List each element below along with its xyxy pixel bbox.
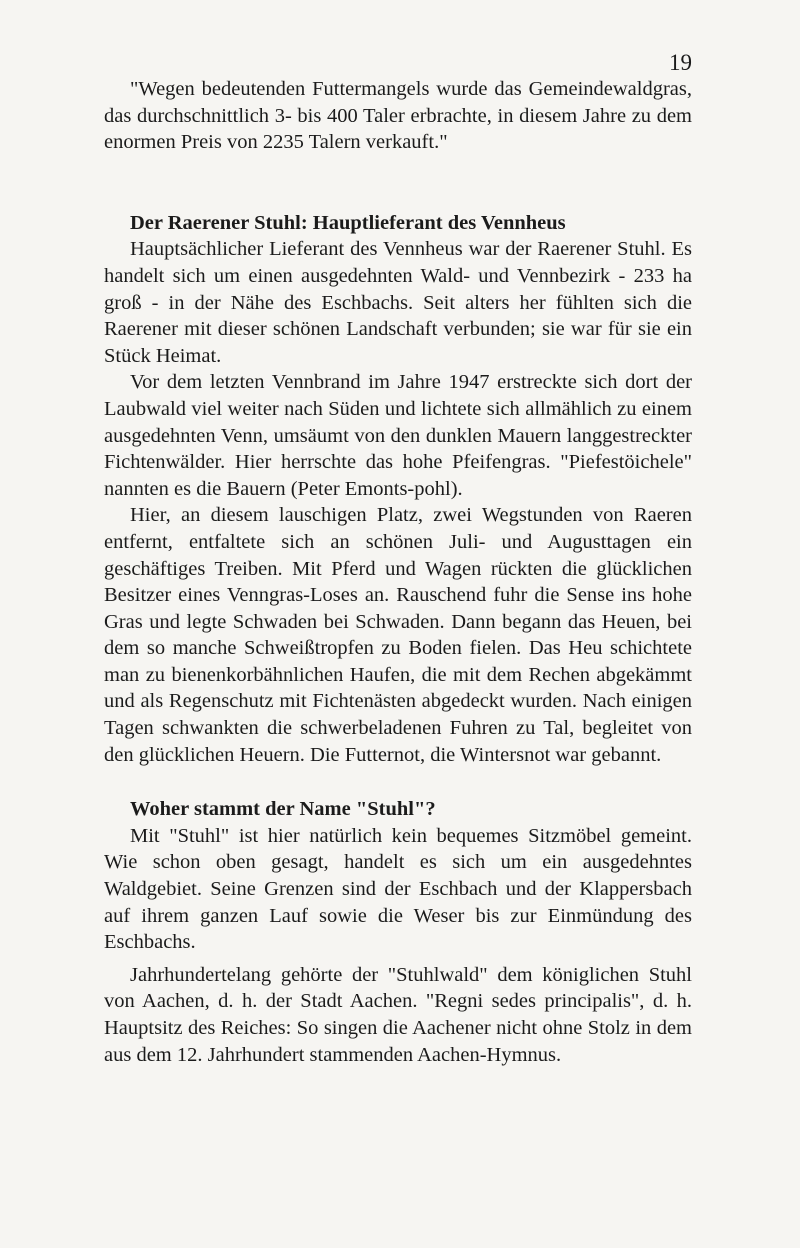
intro-quote: "Wegen bedeutenden Futtermangels wurde das Gemeindewaldgras, das durchschnittlich 3- bis 400 Taler erbrachte, in diesem Jahre zu dem enormen Preis von 2235 Talern verkauft." (104, 78, 692, 154)
section-heading-name-stuhl: Woher stammt der Name "Stuhl"? (130, 798, 436, 821)
page-number: 19 (669, 50, 692, 75)
section-heading-raerener-stuhl: Der Raerener Stuhl: Hauptlieferant des Vennheus (130, 211, 566, 234)
section-gap (104, 156, 692, 210)
section-gap (104, 768, 692, 796)
paragraph-aachen: Jahrhundertelang gehörte der "Stuhlwald" dem königlichen Stuhl von Aachen, d. h. der Stadt Aachen. "Regni sedes principalis", d. h. Hauptsitz des Reiches: So singen die Aachener nicht ohne Stolz in dem aus dem 12. Jahrhundert stammenden Aachen-Hymnus. (104, 963, 692, 1066)
paragraph-sitzmoebel: Mit "Stuhl" ist hier natürlich kein bequemes Sitzmöbel gemeint. Wie schon oben gesagt, handelt es sich um ein ausgedehntes Waldgebiet. Seine Grenzen sind der Eschbach und der Klappersbach auf ihrem ganzen Lauf sowie die Weser bis zur Einmündung des Eschbachs. (104, 824, 692, 954)
page-body (104, 76, 692, 1068)
paragraph-lieferant: Hauptsächlicher Lieferant des Vennheus war der Raerener Stuhl. Es handelt sich um einen ausgedehnten Wald- und Vennbezirk - 233 ha groß - in der Nähe des Eschbachs. Seit alters her fühlten sich die Raerener mit dieser schönen Landschaft verbunden; sie war für sie ein Stück Heimat. (104, 238, 692, 367)
paragraph-vennbrand: Vor dem letzten Vennbrand im Jahre 1947 erstreckte sich dort der Laubwald viel weiter nach Süden und lichtete sich allmählich zu einem ausgedehnten Venn, umsäumt von den dunklen Mauern langgestreckter Fichtenwälder. Hier herrschte das hohe Pfeifengras. "Piefestöichele" nannten es die Bauern (Peter Emonts-pohl). (104, 371, 692, 500)
paragraph-heuen: Hier, an diesem lauschigen Platz, zwei Wegstunden von Raeren entfernt, entfaltete sich an schönen Juli- und Augusttagen ein geschäftiges Treiben. Mit Pferd und Wagen rückten die glücklichen Besitzer eines Venngras-Loses an. Rauschend fuhr die Sense ins hohe Gras und legte Schwaden bei Schwaden. Dann begann das Heuen, bei dem so manche Schweißtropfen zu Boden fielen. Das Heu schichtete man zu bienenkorbähnlichen Haufen, die mit dem Rechen abgekämmt und als Regenschutz mit Fichtenästen abgedeckt wurden. Nach einigen Tagen schwankten die schwerbeladenen Fuhren zu Tal, begleitet von den glücklichen Heuern. Die Futternot, die Wintersnot war gebannt. (104, 504, 692, 766)
